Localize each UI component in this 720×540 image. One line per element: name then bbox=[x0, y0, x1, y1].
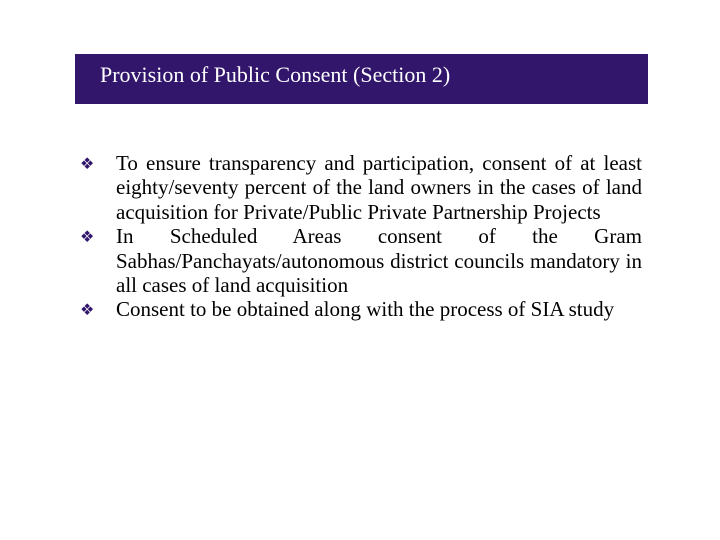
bullet-text: In Scheduled Areas consent of the Gram Sabhas/Panchayats/autonomous district councils mandatory in all cases of land acquisition bbox=[116, 224, 642, 298]
bullet-text: Consent to be obtained along with the process of SIA study bbox=[116, 297, 615, 322]
bullet-text: To ensure transparency and participation, consent of at least eighty/seventy percent of the land owners in the cases of land acquisition for Private/Public Private Partnership Projects bbox=[116, 151, 642, 224]
diamond-bullet-icon: ❖ bbox=[80, 227, 95, 247]
bullet-list bbox=[80, 151, 642, 322]
bullet-item bbox=[80, 224, 642, 297]
title-bar bbox=[75, 54, 648, 104]
diamond-bullet-icon: ❖ bbox=[80, 300, 95, 320]
bullet-item bbox=[80, 297, 642, 321]
bullet-item bbox=[80, 151, 642, 224]
slide-title: Provision of Public Consent (Section 2) bbox=[100, 62, 451, 87]
diamond-bullet-icon: ❖ bbox=[80, 154, 95, 173]
